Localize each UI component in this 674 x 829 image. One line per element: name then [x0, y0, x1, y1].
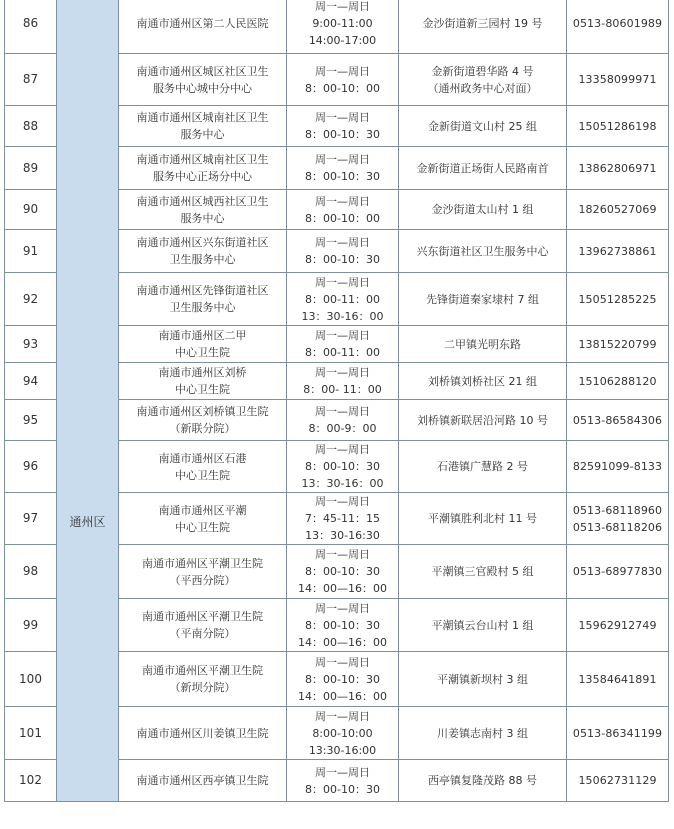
opening-hours — [287, 599, 399, 652]
clinic-name — [119, 400, 287, 441]
contact-phone-line: 13358099971 — [578, 73, 657, 86]
opening-hours-line: 周一—周日 — [315, 765, 370, 779]
clinic-name-line: 南通市通州区二甲 — [158, 329, 247, 342]
opening-hours-line: 8：00- 11：00 — [303, 383, 382, 396]
clinic-address-line: 平潮镇三官殿村 5 组 — [431, 565, 534, 578]
contact-phone — [567, 707, 669, 760]
opening-hours — [287, 760, 399, 802]
clinic-address — [399, 493, 567, 545]
row-number: 95 — [5, 400, 57, 441]
contact-phone — [567, 760, 669, 802]
clinic-name — [119, 273, 287, 326]
opening-hours-line: 8：00-10：30 — [305, 128, 380, 141]
contact-phone — [567, 273, 669, 326]
opening-hours — [287, 0, 399, 54]
contact-phone — [567, 599, 669, 652]
opening-hours — [287, 326, 399, 363]
clinic-name — [119, 493, 287, 545]
clinic-name-line: 南通市通州区平潮 — [158, 503, 247, 517]
contact-phone — [567, 400, 669, 441]
clinic-address-line: 兴东街道社区卫生服务中心 — [416, 244, 549, 258]
clinic-address-line: 金新街道文山村 25 组 — [428, 119, 537, 133]
row-number: 96 — [5, 441, 57, 493]
clinic-address — [399, 106, 567, 147]
clinic-name-line: 南通市通州区川姜镇卫生院 — [136, 726, 269, 740]
clinic-name-line: 南通市通州区兴东街道社区 — [136, 236, 269, 249]
row-number: 94 — [5, 363, 57, 400]
clinic-name-line: 中心卫生院 — [175, 520, 230, 534]
contact-phone — [567, 54, 669, 106]
contact-phone — [567, 545, 669, 599]
row-number: 93 — [5, 326, 57, 363]
contact-phone — [567, 652, 669, 707]
opening-hours-line: 13：30-16:30 — [305, 529, 380, 542]
contact-phone — [567, 326, 669, 363]
row-number: 90 — [5, 190, 57, 230]
clinic-name — [119, 54, 287, 106]
opening-hours-line: 14:00-17:00 — [308, 33, 377, 47]
opening-hours — [287, 147, 399, 190]
clinic-name-line: 中心卫生院 — [175, 346, 230, 359]
opening-hours-line: 周一—周日 — [315, 405, 370, 418]
opening-hours-line: 8：00-10：30 — [305, 782, 380, 796]
clinic-address — [399, 400, 567, 441]
contact-phone-line: 0513-86341199 — [572, 726, 663, 740]
clinic-name-line: 南通市通州区城西社区卫生 — [136, 194, 269, 208]
clinic-address-line: 刘桥镇刘桥社区 21 组 — [428, 374, 537, 388]
clinic-address — [399, 190, 567, 230]
clinic-name — [119, 760, 287, 802]
contact-phone — [567, 493, 669, 545]
clinic-name-line: 南通市通州区城南社区卫生 — [136, 111, 269, 124]
opening-hours-line: 周一—周日 — [315, 601, 370, 615]
row-number: 88 — [5, 106, 57, 147]
opening-hours — [287, 106, 399, 147]
clinic-name-line: 服务中心城中分中心 — [153, 81, 252, 95]
clinic-address-line: 金新街道碧华路 4 号 — [431, 64, 534, 78]
opening-hours — [287, 441, 399, 493]
opening-hours-line: 8：00-9：00 — [308, 422, 377, 435]
clinic-name-line: （新联分院） — [169, 422, 236, 435]
contact-phone — [567, 441, 669, 493]
clinic-name-line: 服务中心 — [180, 211, 225, 225]
clinic-address-line: 川姜镇志南村 3 组 — [437, 726, 528, 740]
row-number: 97 — [5, 493, 57, 545]
contact-phone-line: 13962738861 — [578, 244, 657, 258]
clinic-name-line: （平南分院） — [169, 627, 236, 640]
opening-hours-line: 8：00-10：30 — [305, 460, 380, 473]
clinic-name-line: 南通市通州区西亭镇卫生院 — [136, 774, 269, 787]
row-number: 92 — [5, 273, 57, 326]
clinic-name — [119, 106, 287, 147]
opening-hours-line: 周一—周日 — [315, 111, 370, 124]
opening-hours-line: 8：00-11：00 — [305, 292, 380, 306]
opening-hours-line: 8：00-10：30 — [305, 170, 380, 183]
opening-hours-line: 8：00-10：30 — [305, 618, 380, 632]
clinic-address — [399, 273, 567, 326]
clinic-name — [119, 0, 287, 54]
clinic-name-line: 服务中心正场分中心 — [153, 170, 252, 183]
clinic-address — [399, 599, 567, 652]
clinic-address-line: 平潮镇胜利北村 11 号 — [428, 512, 537, 525]
opening-hours — [287, 400, 399, 441]
clinic-address — [399, 0, 567, 54]
clinic-address-line: 石港镇广慧路 2 号 — [437, 460, 528, 473]
opening-hours-line: 周一—周日 — [315, 0, 370, 13]
clinic-name-line: 南通市通州区平潮卫生院 — [142, 664, 263, 677]
row-number: 91 — [5, 230, 57, 273]
opening-hours — [287, 54, 399, 106]
opening-hours-line: 14：00—16：00 — [298, 689, 387, 703]
clinic-address-line: 西亭镇复隆茂路 88 号 — [428, 774, 537, 787]
clinic-name-line: 南通市通州区石港 — [158, 451, 247, 465]
opening-hours — [287, 190, 399, 230]
clinic-name — [119, 707, 287, 760]
opening-hours-line: 周一—周日 — [315, 495, 370, 508]
clinic-name-line: 南通市通州区第二人民医院 — [136, 16, 269, 30]
opening-hours-line: 13:30-16:00 — [308, 743, 377, 757]
clinic-name — [119, 230, 287, 273]
row-number: 101 — [5, 707, 57, 760]
clinic-name — [119, 545, 287, 599]
clinic-name — [119, 147, 287, 190]
clinic-address — [399, 54, 567, 106]
district-label: 通州区 — [69, 514, 106, 529]
district-cell — [57, 0, 119, 802]
row-number: 86 — [5, 0, 57, 54]
clinic-name — [119, 326, 287, 363]
opening-hours-line: 9:00-11:00 — [312, 16, 373, 30]
clinic-address-line: 二甲镇光明东路 — [444, 337, 521, 351]
clinic-name — [119, 363, 287, 400]
clinic-address — [399, 363, 567, 400]
clinic-address-line: 金新街道正场街人民路南首 — [416, 161, 549, 175]
opening-hours-line: 周一—周日 — [315, 548, 370, 561]
clinic-name — [119, 599, 287, 652]
opening-hours-line: 周一—周日 — [315, 329, 370, 342]
contact-phone — [567, 190, 669, 230]
clinic-name-line: 南通市通州区城南社区卫生 — [136, 153, 269, 166]
contact-phone — [567, 106, 669, 147]
opening-hours-line: 周一—周日 — [315, 275, 370, 289]
clinic-name-line: 中心卫生院 — [175, 383, 230, 396]
contact-phone — [567, 230, 669, 273]
opening-hours-line: 13：30-16：00 — [301, 309, 384, 323]
opening-hours-line: 8：00-10：30 — [305, 565, 380, 578]
clinic-address-line: 金沙街道新三园村 19 号 — [422, 16, 543, 30]
opening-hours-line: 8：00-10：30 — [305, 672, 380, 686]
opening-hours — [287, 493, 399, 545]
clinic-address-line: 刘桥镇新联居沿河路 10 号 — [417, 413, 548, 427]
opening-hours — [287, 707, 399, 760]
table-row — [5, 0, 669, 54]
clinic-address — [399, 147, 567, 190]
clinic-address — [399, 545, 567, 599]
clinic-name-line: （新坝分院） — [169, 681, 236, 694]
opening-hours-line: 周一—周日 — [315, 709, 370, 723]
contact-phone-line: 0513-68118960 — [572, 503, 663, 517]
opening-hours-line: 8：00-10：00 — [305, 211, 380, 225]
opening-hours-line: 周一—周日 — [315, 366, 370, 379]
row-number: 89 — [5, 147, 57, 190]
contact-phone — [567, 0, 669, 54]
clinic-address-line: 平潮镇云台山村 1 组 — [431, 618, 534, 632]
opening-hours-line: 13：30-16：00 — [301, 477, 384, 490]
contact-phone-line: 15962912749 — [578, 618, 657, 632]
opening-hours — [287, 652, 399, 707]
contact-phone-line: 0513-68118206 — [572, 520, 663, 534]
row-number: 102 — [5, 760, 57, 802]
clinic-name-line: 南通市通州区平潮卫生院 — [142, 556, 263, 570]
clinic-address-line: （通州政务中心对面） — [427, 81, 538, 95]
clinic-address — [399, 707, 567, 760]
clinic-address-line: 平潮镇新坝村 3 组 — [437, 672, 528, 686]
contact-phone-line: 15051285225 — [578, 292, 657, 306]
contact-phone-line: 15106288120 — [578, 374, 657, 388]
clinic-name-line: 卫生服务中心 — [169, 253, 236, 266]
contact-phone-line: 0513-80601989 — [572, 16, 663, 30]
clinic-address-line: 先锋街道秦家埭村 7 组 — [426, 292, 539, 306]
clinic-address — [399, 326, 567, 363]
opening-hours — [287, 545, 399, 599]
contact-phone-line: 13584641891 — [578, 672, 657, 686]
opening-hours-line: 周一—周日 — [315, 443, 370, 456]
opening-hours-line: 14：00—16：00 — [298, 635, 387, 649]
opening-hours-line: 8：00-10：30 — [305, 253, 380, 266]
opening-hours-line: 周一—周日 — [315, 64, 370, 78]
clinic-name-line: （平西分院） — [169, 573, 236, 587]
clinic-address — [399, 652, 567, 707]
contact-phone — [567, 363, 669, 400]
clinic-address-line: 金沙街道太山村 1 组 — [431, 203, 534, 216]
contact-phone-line: 0513-86584306 — [572, 413, 663, 427]
opening-hours-line: 8：00-10：00 — [305, 81, 380, 95]
row-number: 99 — [5, 599, 57, 652]
opening-hours-line: 周一—周日 — [315, 236, 370, 249]
clinic-address — [399, 760, 567, 802]
opening-hours-line: 7：45-11：15 — [305, 512, 380, 525]
opening-hours-line: 14：00—16：00 — [298, 582, 387, 595]
clinic-name-line: 南通市通州区平潮卫生院 — [142, 610, 263, 623]
row-number: 87 — [5, 54, 57, 106]
contact-phone-line: 13862806971 — [578, 161, 657, 175]
opening-hours — [287, 230, 399, 273]
clinic-name-line: 南通市通州区城区社区卫生 — [136, 64, 269, 78]
clinic-name — [119, 441, 287, 493]
contact-phone-line: 13815220799 — [578, 337, 657, 351]
contact-phone-line: 15062731129 — [578, 774, 657, 787]
clinic-name — [119, 652, 287, 707]
row-number: 98 — [5, 545, 57, 599]
clinic-name-line: 服务中心 — [180, 128, 225, 141]
opening-hours-line: 8:00-10:00 — [312, 726, 373, 740]
clinic-name-line: 南通市通州区刘桥 — [158, 366, 247, 379]
contact-phone-line: 0513-68977830 — [572, 565, 663, 578]
opening-hours — [287, 273, 399, 326]
clinic-name-line: 南通市通州区先锋街道社区 — [136, 284, 269, 297]
clinic-address — [399, 230, 567, 273]
contact-phone-line: 18260527069 — [578, 203, 657, 216]
opening-hours-line: 周一—周日 — [315, 655, 370, 669]
contact-phone — [567, 147, 669, 190]
row-number: 100 — [5, 652, 57, 707]
opening-hours-line: 8：00-11：00 — [305, 346, 380, 359]
clinic-table — [4, 0, 669, 802]
clinic-name-line: 南通市通州区刘桥镇卫生院 — [136, 405, 269, 418]
opening-hours-line: 周一—周日 — [315, 194, 370, 208]
clinic-name-line: 卫生服务中心 — [169, 301, 236, 314]
clinic-address — [399, 441, 567, 493]
contact-phone-line: 82591099-8133 — [572, 460, 663, 473]
clinic-name-line: 中心卫生院 — [175, 468, 230, 482]
clinic-name — [119, 190, 287, 230]
opening-hours — [287, 363, 399, 400]
contact-phone-line: 15051286198 — [578, 119, 657, 133]
opening-hours-line: 周一—周日 — [315, 153, 370, 166]
